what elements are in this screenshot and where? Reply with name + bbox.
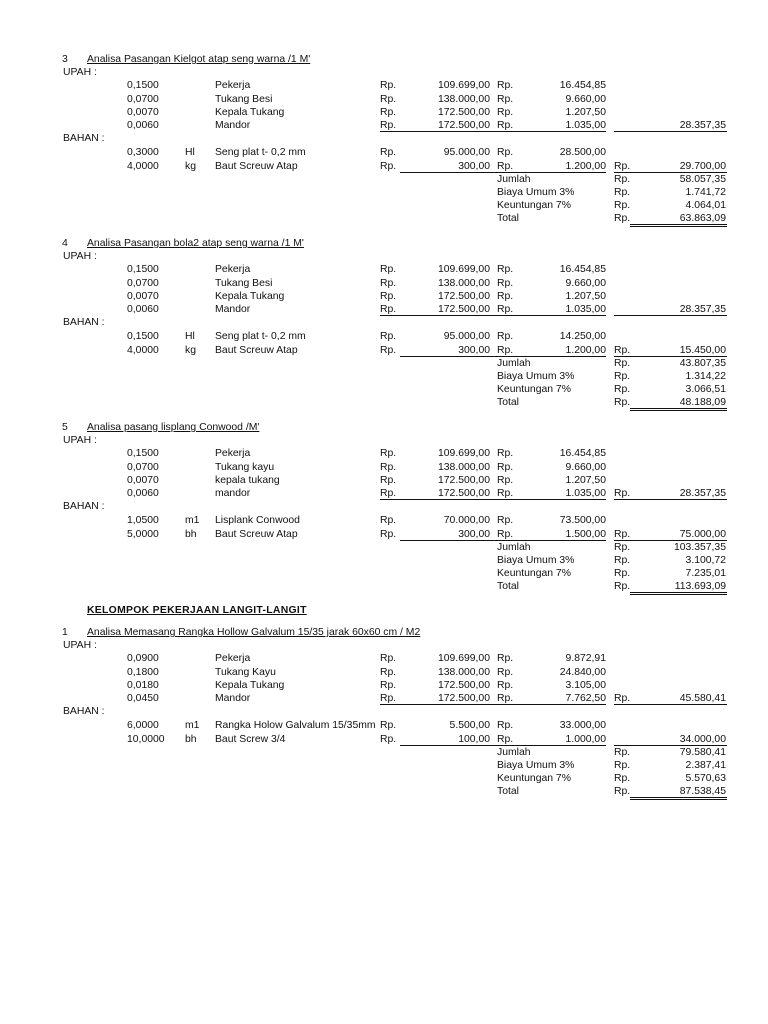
amount: 28.500,00 <box>559 147 606 159</box>
unit-price: 172.500,00 <box>437 120 490 131</box>
subtotal: 28.357,35 <box>679 488 726 499</box>
section-title-row <box>0 626 768 639</box>
rp-label: Rp. <box>380 331 397 343</box>
summary-label: Biaya Umum 3% <box>497 760 575 771</box>
rp-label: Rp. <box>380 120 397 131</box>
item-description: Tukang kayu <box>215 461 275 473</box>
item-description: Pekerja <box>215 264 251 276</box>
coefficient: 4,0000 <box>127 160 159 172</box>
rp-label: Rp. <box>497 160 514 172</box>
amount: 3.105,00 <box>565 679 606 691</box>
item-description: Baut Screuw Atap <box>215 160 298 172</box>
rp-label: Rp. <box>380 80 397 92</box>
total-double-underline <box>630 797 727 800</box>
upah-heading <box>0 639 768 652</box>
rp-label: Rp. <box>614 541 631 553</box>
bahan-heading <box>0 316 768 329</box>
coefficient: 0,0060 <box>127 488 159 499</box>
total-double-underline <box>630 592 727 595</box>
item-description: Mandor <box>215 304 251 315</box>
summary-label: Jumlah <box>497 746 531 758</box>
summary-value: 79.580,41 <box>679 746 726 758</box>
summary-label: Jumlah <box>497 541 531 553</box>
rp-label: Rp. <box>614 397 631 409</box>
coefficient: 0,0180 <box>127 679 159 691</box>
summary-label: Jumlah <box>497 357 531 369</box>
coefficient: 0,0070 <box>127 290 159 302</box>
item-description: Baut Screw 3/4 <box>215 733 286 745</box>
upah-label: UPAH : <box>63 67 97 79</box>
summary-row <box>0 746 768 759</box>
rp-label: Rp. <box>497 120 514 131</box>
summary-row <box>0 772 768 785</box>
summary-row <box>0 186 768 199</box>
rp-label: Rp. <box>614 357 631 369</box>
upah-heading <box>0 66 768 79</box>
section-title-row <box>0 421 768 434</box>
unit: bh <box>185 528 197 540</box>
item-description: Mandor <box>215 120 251 131</box>
group-heading-text: KELOMPOK PEKERJAAN LANGIT-LANGIT <box>87 605 307 616</box>
unit-price: 109.699,00 <box>437 264 490 276</box>
rp-label: Rp. <box>614 173 631 185</box>
amount: 16.454,85 <box>559 448 606 460</box>
rp-label: Rp. <box>614 488 631 499</box>
bahan-label: BAHAN : <box>63 706 105 718</box>
rp-label: Rp. <box>614 746 631 758</box>
rp-label: Rp. <box>614 187 631 198</box>
rp-label: Rp. <box>380 344 397 356</box>
rp-label: Rp. <box>380 720 397 732</box>
amount: 1.207,50 <box>565 106 606 118</box>
labor-row <box>0 461 768 474</box>
summary-value: 7.235,01 <box>685 568 726 580</box>
rp-label: Rp. <box>614 371 631 382</box>
summary-value: 3.100,72 <box>685 555 726 566</box>
labor-row <box>0 263 768 276</box>
unit-price: 100,00 <box>458 733 490 745</box>
summary-label: Biaya Umum 3% <box>497 371 575 382</box>
unit-price: 300,00 <box>458 344 490 356</box>
amount: 24.840,00 <box>559 666 606 678</box>
amount: 33.000,00 <box>559 720 606 732</box>
section-title: Analisa Pasangan bola2 atap seng warna /1 M' <box>87 238 304 249</box>
coefficient: 0,1500 <box>127 448 159 460</box>
item-description: Pekerja <box>215 80 251 92</box>
rp-label: Rp. <box>380 264 397 276</box>
unit-price: 138.000,00 <box>437 93 490 105</box>
unit-price: 172.500,00 <box>437 290 490 302</box>
rp-label: Rp. <box>497 264 514 276</box>
material-row <box>0 514 768 527</box>
subtotal: 29.700,00 <box>679 160 726 172</box>
unit: Hl <box>185 331 195 343</box>
coefficient: 0,3000 <box>127 147 159 159</box>
rp-label: Rp. <box>380 666 397 678</box>
section-title: Analisa Memasang Rangka Hollow Galvalum 15/35 jarak 60x60 cm / M2 <box>87 627 421 638</box>
rp-label: Rp. <box>614 344 631 356</box>
section-number: 5 <box>62 422 68 433</box>
rp-label: Rp. <box>380 733 397 745</box>
unit: m1 <box>185 515 200 527</box>
item-description: Pekerja <box>215 448 251 460</box>
section-number: 3 <box>62 54 68 65</box>
summary-row <box>0 173 768 186</box>
amount: 9.660,00 <box>565 461 606 473</box>
unit-price: 109.699,00 <box>437 653 490 665</box>
rp-label: Rp. <box>614 581 631 593</box>
bahan-label: BAHAN : <box>63 501 105 513</box>
rp-label: Rp. <box>380 304 397 315</box>
coefficient: 1,0500 <box>127 515 159 527</box>
summary-row <box>0 567 768 580</box>
upah-heading <box>0 250 768 263</box>
rp-label: Rp. <box>497 474 514 486</box>
unit: m1 <box>185 720 200 732</box>
rp-label: Rp. <box>497 679 514 691</box>
rp-label: Rp. <box>497 106 514 118</box>
coefficient: 0,1500 <box>127 331 159 343</box>
labor-row <box>0 652 768 665</box>
rp-label: Rp. <box>614 555 631 566</box>
total-double-underline <box>630 408 727 411</box>
rp-label: Rp. <box>614 384 631 396</box>
unit-price: 138.000,00 <box>437 277 490 289</box>
summary-label: Total <box>497 213 519 225</box>
rp-label: Rp. <box>497 344 514 356</box>
labor-row <box>0 93 768 106</box>
rp-label: Rp. <box>380 528 397 540</box>
amount: 1.200,00 <box>565 160 606 172</box>
rp-label: Rp. <box>614 760 631 771</box>
rp-label: Rp. <box>380 515 397 527</box>
summary-label: Biaya Umum 3% <box>497 187 575 198</box>
amount: 16.454,85 <box>559 80 606 92</box>
unit: Hl <box>185 147 195 159</box>
summary-label: Keuntungan 7% <box>497 384 571 396</box>
amount: 1.207,50 <box>565 290 606 302</box>
unit-price: 172.500,00 <box>437 474 490 486</box>
material-row <box>0 719 768 732</box>
bahan-heading <box>0 705 768 718</box>
unit-price: 5.500,00 <box>449 720 490 732</box>
summary-value: 103.357,35 <box>673 541 726 553</box>
rp-label: Rp. <box>497 93 514 105</box>
coefficient: 0,0900 <box>127 653 159 665</box>
rp-label: Rp. <box>497 461 514 473</box>
summary-row <box>0 357 768 370</box>
unit: bh <box>185 733 197 745</box>
coefficient: 0,0060 <box>127 304 159 315</box>
subtotal: 34.000,00 <box>679 733 726 745</box>
section-number: 4 <box>62 238 68 249</box>
rp-label: Rp. <box>380 160 397 172</box>
labor-row <box>0 474 768 487</box>
rp-label: Rp. <box>497 720 514 732</box>
amount: 1.035,00 <box>565 304 606 315</box>
unit-price: 95.000,00 <box>443 331 490 343</box>
bahan-heading <box>0 500 768 513</box>
labor-row <box>0 679 768 692</box>
amount: 7.762,50 <box>565 693 606 704</box>
rp-label: Rp. <box>497 277 514 289</box>
amount: 16.454,85 <box>559 264 606 276</box>
coefficient: 5,0000 <box>127 528 159 540</box>
item-description: Kepala Tukang <box>215 106 285 118</box>
summary-row <box>0 541 768 554</box>
labor-row <box>0 666 768 679</box>
rp-label: Rp. <box>614 200 631 212</box>
rp-label: Rp. <box>614 773 631 785</box>
labor-row <box>0 106 768 119</box>
labor-row <box>0 447 768 460</box>
amount: 1.200,00 <box>565 344 606 356</box>
summary-value: 48.188,09 <box>679 397 726 409</box>
summary-row <box>0 370 768 383</box>
amount: 1.035,00 <box>565 120 606 131</box>
rp-label: Rp. <box>380 653 397 665</box>
rp-label: Rp. <box>497 653 514 665</box>
rp-label: Rp. <box>380 106 397 118</box>
unit-price: 70.000,00 <box>443 515 490 527</box>
rp-label: Rp. <box>497 290 514 302</box>
summary-row <box>0 199 768 212</box>
summary-label: Total <box>497 397 519 409</box>
rp-label: Rp. <box>380 93 397 105</box>
coefficient: 0,0700 <box>127 93 159 105</box>
item-description: Seng plat t- 0,2 mm <box>215 147 306 159</box>
amount: 9.660,00 <box>565 93 606 105</box>
amount: 73.500,00 <box>559 515 606 527</box>
unit-price: 172.500,00 <box>437 488 490 499</box>
unit-price: 300,00 <box>458 160 490 172</box>
item-description: Tukang Besi <box>215 93 273 105</box>
upah-label: UPAH : <box>63 640 97 652</box>
upah-heading <box>0 434 768 447</box>
upah-label: UPAH : <box>63 435 97 447</box>
section-number: 1 <box>62 627 68 638</box>
rp-label: Rp. <box>497 488 514 499</box>
summary-label: Jumlah <box>497 173 531 185</box>
section-title-row <box>0 53 768 66</box>
rp-label: Rp. <box>497 733 514 745</box>
summary-value: 113.693,09 <box>674 581 726 593</box>
summary-value: 1.741,72 <box>685 187 726 198</box>
rp-label: Rp. <box>497 147 514 159</box>
rp-label: Rp. <box>614 568 631 580</box>
item-description: Seng plat t- 0,2 mm <box>215 331 306 343</box>
summary-value: 2.387,41 <box>685 760 726 771</box>
labor-row <box>0 277 768 290</box>
item-description: Kepala Tukang <box>215 290 285 302</box>
unit-price: 138.000,00 <box>437 666 490 678</box>
summary-label: Biaya Umum 3% <box>497 555 575 566</box>
rp-label: Rp. <box>380 474 397 486</box>
item-description: mandor <box>215 488 251 499</box>
rp-label: Rp. <box>380 461 397 473</box>
rp-label: Rp. <box>614 693 631 704</box>
unit-price: 172.500,00 <box>437 679 490 691</box>
coefficient: 0,1500 <box>127 264 159 276</box>
item-description: Baut Screuw Atap <box>215 344 298 356</box>
upah-label: UPAH : <box>63 251 97 263</box>
coefficient: 0,1800 <box>127 666 159 678</box>
amount: 1.035,00 <box>565 488 606 499</box>
unit: kg <box>185 160 196 172</box>
unit-price: 172.500,00 <box>437 693 490 704</box>
summary-value: 58.057,35 <box>679 173 726 185</box>
rp-label: Rp. <box>614 786 631 798</box>
summary-value: 1.314,22 <box>685 371 726 382</box>
coefficient: 0,0060 <box>127 120 159 131</box>
coefficient: 6,0000 <box>127 720 159 732</box>
unit-price: 172.500,00 <box>437 304 490 315</box>
summary-label: Total <box>497 786 519 798</box>
unit: kg <box>185 344 196 356</box>
rp-label: Rp. <box>497 515 514 527</box>
labor-row <box>0 290 768 303</box>
summary-row <box>0 554 768 567</box>
coefficient: 0,0700 <box>127 461 159 473</box>
item-description: Kepala Tukang <box>215 679 285 691</box>
summary-label: Keuntungan 7% <box>497 773 571 785</box>
item-description: Rangka Holow Galvalum 15/35mm <box>215 720 376 732</box>
material-row <box>0 146 768 159</box>
summary-row <box>0 383 768 396</box>
coefficient: 10,0000 <box>127 733 165 745</box>
summary-value: 63.863,09 <box>679 213 726 225</box>
amount: 1.500,00 <box>565 528 606 540</box>
total-double-underline <box>630 224 727 227</box>
rp-label: Rp. <box>497 693 514 704</box>
coefficient: 0,0700 <box>127 277 159 289</box>
item-description: Lisplank Conwood <box>215 515 300 527</box>
rp-label: Rp. <box>497 666 514 678</box>
rp-label: Rp. <box>497 80 514 92</box>
material-row <box>0 330 768 343</box>
labor-row <box>0 79 768 92</box>
subtotal: 28.357,35 <box>679 304 726 315</box>
amount: 14.250,00 <box>559 331 606 343</box>
item-description: Tukang Kayu <box>215 666 276 678</box>
coefficient: 0,1500 <box>127 80 159 92</box>
bahan-heading <box>0 132 768 145</box>
rp-label: Rp. <box>614 160 631 172</box>
section-title-row <box>0 237 768 250</box>
item-description: kepala tukang <box>215 474 280 486</box>
summary-value: 3.066,51 <box>685 384 726 396</box>
rp-label: Rp. <box>380 448 397 460</box>
rp-label: Rp. <box>497 448 514 460</box>
summary-label: Total <box>497 581 519 593</box>
item-description: Mandor <box>215 693 251 704</box>
unit-price: 109.699,00 <box>437 80 490 92</box>
unit-price: 109.699,00 <box>437 448 490 460</box>
subtotal: 45.580,41 <box>679 693 726 704</box>
rp-label: Rp. <box>380 679 397 691</box>
rp-label: Rp. <box>614 213 631 225</box>
rp-label: Rp. <box>497 331 514 343</box>
rp-label: Rp. <box>380 147 397 159</box>
amount: 9.872,91 <box>565 653 606 665</box>
rp-label: Rp. <box>497 528 514 540</box>
unit-price: 172.500,00 <box>437 106 490 118</box>
coefficient: 4,0000 <box>127 344 159 356</box>
summary-value: 5.570,63 <box>685 773 726 785</box>
amount: 1.000,00 <box>565 733 606 745</box>
item-description: Pekerja <box>215 653 251 665</box>
summary-value: 43.807,35 <box>679 357 726 369</box>
item-description: Baut Screuw Atap <box>215 528 298 540</box>
amount: 9.660,00 <box>565 277 606 289</box>
summary-value: 87.538,45 <box>679 786 726 798</box>
unit-price: 138.000,00 <box>437 461 490 473</box>
subtotal: 15.450,00 <box>679 344 726 356</box>
group-heading <box>0 604 768 617</box>
rp-label: Rp. <box>380 693 397 704</box>
coefficient: 0,0450 <box>127 693 159 704</box>
unit-price: 300,00 <box>458 528 490 540</box>
coefficient: 0,0070 <box>127 106 159 118</box>
summary-row <box>0 759 768 772</box>
bahan-label: BAHAN : <box>63 133 105 145</box>
item-description: Tukang Besi <box>215 277 273 289</box>
rp-label: Rp. <box>497 304 514 315</box>
unit-price: 95.000,00 <box>443 147 490 159</box>
section-title: Analisa Pasangan Kielgot atap seng warna /1 M' <box>87 54 311 65</box>
coefficient: 0,0070 <box>127 474 159 486</box>
rp-label: Rp. <box>380 290 397 302</box>
bahan-label: BAHAN : <box>63 317 105 329</box>
amount: 1.207,50 <box>565 474 606 486</box>
rp-label: Rp. <box>614 528 631 540</box>
summary-label: Keuntungan 7% <box>497 568 571 580</box>
rp-label: Rp. <box>380 488 397 499</box>
rp-label: Rp. <box>380 277 397 289</box>
summary-value: 4.064,01 <box>685 200 726 212</box>
summary-label: Keuntungan 7% <box>497 200 571 212</box>
subtotal: 28.357,35 <box>679 120 726 131</box>
section-title: Analisa pasang lisplang Conwood /M' <box>87 422 260 433</box>
subtotal: 75.000,00 <box>679 528 726 540</box>
